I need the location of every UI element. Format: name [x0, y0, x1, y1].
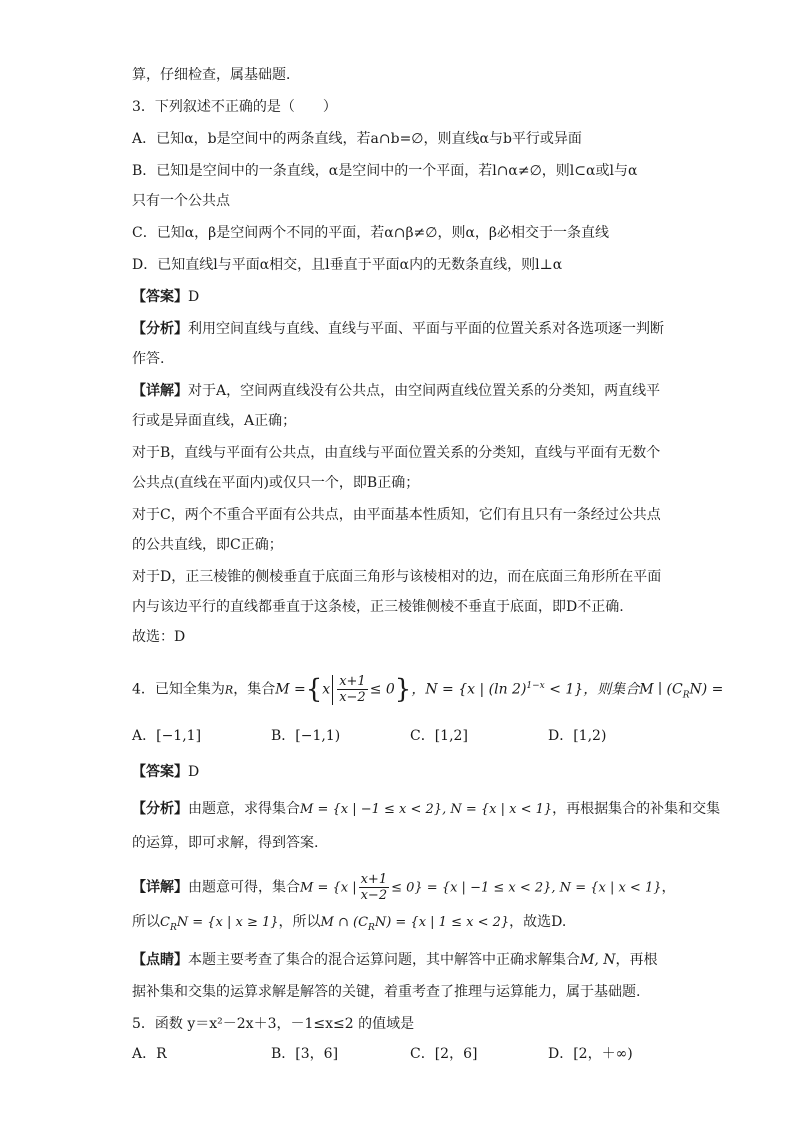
text-line: 算，仔细检查，属基础题．	[132, 67, 300, 83]
question-5-stem: 5．函数 y＝x²－2x＋3，－1≤x≤2 的值域是	[132, 1016, 415, 1032]
fraction-numerator: x+1	[339, 674, 366, 689]
detail-text: 对于A，空间两直线没有公共点，由空间两直线位置关系的分类知，两直线平	[188, 383, 661, 399]
question-5-option-c: C．[2，6]	[410, 1046, 478, 1062]
math-text: M = {x |	[300, 880, 357, 896]
detail-line: 对于C，两个不重合平面有公共点，由平面基本性质知，它们有且只有一条经过公共点	[132, 507, 661, 523]
question-3-analysis	[132, 319, 664, 339]
math-text: N = {x | x ≥ 1}	[176, 915, 279, 930]
math-text: M ∩ (C	[320, 915, 369, 930]
fraction-numerator: x+1	[360, 872, 388, 887]
question-5-option-a: A．R	[132, 1046, 167, 1062]
comment-text: ，再根	[615, 952, 658, 968]
detail-line: 公共点(直线在平面内)或仅只一个，即B正确；	[132, 475, 420, 491]
detail-text: 所以	[132, 914, 160, 930]
question-3-option-b: B．已知l是空间中的一条直线，α是空间中的一个平面，若l∩α≠∅，则l⊂α或l与α	[132, 163, 638, 179]
question-5-option-d: D．[2，＋∞)	[548, 1046, 633, 1062]
stem-text: ，集合	[233, 681, 276, 698]
analysis-text: ，再根据集合的补集和交集	[552, 801, 721, 817]
detail-tag: 【详解】	[132, 383, 188, 399]
question-4-comment-cont: 据补集和交集的运算求解是解答的关键，着重考查了推理与运算能力，属于基础题.	[132, 984, 641, 1000]
question-4-detail	[132, 872, 676, 903]
math-text: ，则集合M ∣ (C	[583, 681, 683, 698]
math-text: N) = {x | 1 ≤ x < 2}	[374, 915, 510, 930]
question-4-analysis-cont: 的运算，即可求解，得到答案.	[132, 835, 319, 851]
answer-value: D	[188, 764, 200, 780]
analysis-tag: 【分析】	[132, 321, 188, 337]
question-3-option-a: A．已知α，b是空间中的两条直线，若a∩b=∅，则直线α与b平行或异面	[132, 131, 582, 147]
question-4-option-d: D．[1,2)	[548, 728, 607, 744]
math-r: R	[224, 683, 234, 697]
question-3-option-b-cont: 只有一个公共点	[132, 193, 230, 209]
stem-text: 4．已知全集为	[132, 681, 225, 698]
math-text: N) =	[689, 681, 724, 698]
detail-line: 故选：D	[132, 629, 186, 645]
question-4-detail-cont	[132, 912, 566, 938]
question-3-stem: 3．下列叙述不正确的是（ ）	[132, 99, 337, 115]
question-4-option-b: B．[−1,1)	[271, 728, 341, 744]
math-m: M =	[275, 681, 306, 698]
detail-line: 内与该边平行的直线都垂直于这条棱，正三棱锥侧棱不垂直于底面，即D不正确.	[132, 599, 624, 615]
question-4-comment	[132, 950, 658, 970]
math-text: M, N	[580, 952, 616, 968]
math-text: ≤ 0} = {x | −1 ≤ x < 2}, N = {x | x < 1}	[391, 880, 662, 896]
brace-close: }	[394, 674, 412, 705]
answer-tag: 【答案】	[132, 764, 188, 780]
question-5-option-b: B．[3，6]	[271, 1046, 339, 1062]
question-4-option-c: C．[1,2]	[410, 728, 468, 744]
math-text: < 1}	[544, 681, 584, 698]
detail-text: ，所以	[278, 914, 321, 930]
fraction-denominator: x−2	[360, 888, 388, 903]
detail-text: ，	[661, 879, 676, 896]
brace-open: {	[305, 674, 323, 705]
math-text: ≤ 0	[369, 681, 395, 698]
question-3-option-c: C．已知α，β是空间两个不同的平面，若α∩β≠∅，则α，β必相交于一条直线	[132, 225, 610, 241]
answer-value: D	[188, 289, 200, 305]
math-superscript: 1−x	[526, 680, 545, 691]
question-4-option-a: A．[−1,1]	[132, 728, 202, 744]
math-subscript: R	[682, 690, 690, 701]
detail-line: 对于D，正三棱锥的侧棱垂直于底面三角形与该棱相对的边，而在底面三角形所在平面	[132, 569, 662, 585]
analysis-text: 利用空间直线与直线、直线与平面、平面与平面的位置关系对各选项逐一判断	[188, 321, 664, 337]
comment-tag: 【点睛】	[132, 952, 188, 968]
comment-text: 本题主要考查了集合的混合运算问题，其中解答中正确求解集合	[188, 952, 580, 968]
question-3-answer	[132, 287, 199, 307]
math-text: M = {x | −1 ≤ x < 2}, N = {x | x < 1}	[300, 802, 553, 817]
question-4-analysis	[132, 799, 720, 820]
fraction	[337, 674, 368, 705]
math-x: x	[322, 681, 331, 698]
detail-text: ，故选D.	[509, 914, 567, 930]
math-text: C	[160, 915, 170, 930]
detail-line: 对于B，直线与平面有公共点，由直线与平面位置关系的分类知，直线与平面有无数个	[132, 445, 661, 461]
detail-tag: 【详解】	[132, 879, 188, 896]
detail-line: 行或是异面直线，A正确；	[132, 413, 297, 429]
answer-tag: 【答案】	[132, 289, 188, 305]
question-4-answer	[132, 762, 199, 782]
set-bar	[332, 675, 333, 705]
math-subscript: R	[169, 922, 177, 933]
question-3-detail	[132, 381, 660, 401]
math-n: ，N = {x | (ln 2)	[411, 681, 527, 698]
detail-line: 的公共直线，即C正确；	[132, 537, 283, 553]
question-3-analysis-cont: 作答.	[132, 351, 165, 367]
analysis-tag: 【分析】	[132, 801, 188, 817]
fraction	[359, 872, 390, 903]
question-4-stem	[132, 674, 723, 705]
math-subscript: R	[368, 922, 375, 933]
detail-text: 由题意可得，集合	[188, 879, 300, 896]
question-3-option-d: D．已知直线l与平面α相交，且l垂直于平面α内的无数条直线，则l⊥α	[132, 257, 563, 273]
analysis-text: 由题意，求得集合	[188, 801, 300, 817]
fraction-denominator: x−2	[339, 690, 366, 705]
